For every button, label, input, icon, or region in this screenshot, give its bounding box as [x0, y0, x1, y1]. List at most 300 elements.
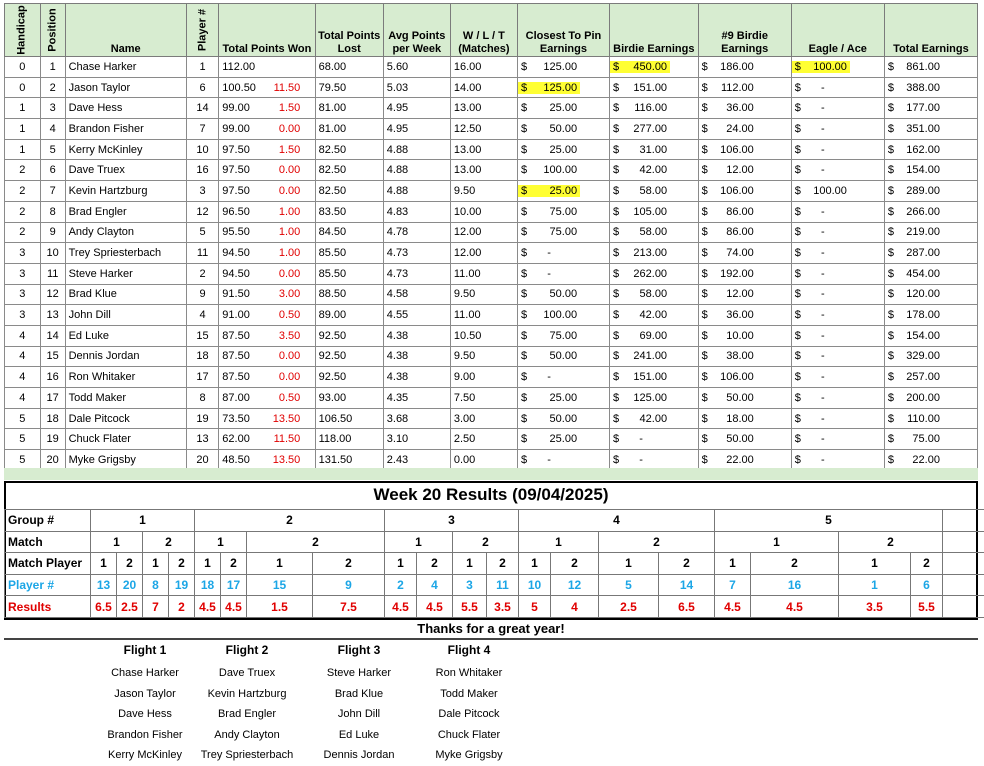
name-cell: Myke Grigsby — [65, 450, 186, 471]
handicap-cell: 4 — [5, 388, 41, 409]
currency-symbol: $ — [702, 350, 708, 362]
currency-symbol: $ — [702, 123, 708, 135]
total-earnings-cell — [884, 388, 977, 409]
points-won-cell — [219, 325, 315, 346]
currency-symbol: $ — [888, 330, 894, 342]
currency-symbol: $ — [702, 413, 708, 425]
points-won-delta: 1.00 — [266, 206, 300, 218]
handicap-cell: 1 — [5, 98, 41, 119]
amount: 22.00 — [898, 454, 940, 466]
total-earnings-cell — [884, 57, 977, 78]
birdie-earnings-cell — [609, 57, 698, 78]
currency-symbol: $ — [795, 309, 801, 321]
flight-player: Kerry McKinley — [80, 745, 210, 766]
match-player-value: 2 — [417, 553, 453, 575]
wlt-cell: 13.00 — [450, 139, 517, 160]
handicap-cell: 0 — [5, 57, 41, 78]
position-cell: 5 — [40, 139, 65, 160]
name-cell: Kevin Hartzburg — [65, 181, 186, 202]
table-row — [5, 181, 978, 202]
currency-symbol: $ — [521, 123, 527, 135]
currency-symbol: $ — [613, 413, 619, 425]
points-won-cell — [219, 119, 315, 140]
amount: 186.00 — [712, 61, 754, 73]
birdie-earnings-cell — [609, 305, 698, 326]
group-number: 3 — [385, 510, 519, 532]
ctp-earnings-value — [521, 392, 577, 404]
name-cell: Brad Engler — [65, 201, 186, 222]
eagle-earnings-cell — [791, 325, 884, 346]
currency-symbol: $ — [888, 144, 894, 156]
currency-symbol: $ — [613, 350, 619, 362]
points-won-value: 91.50 — [222, 288, 266, 300]
birdie-earnings-value — [613, 247, 667, 259]
amount: 86.00 — [712, 206, 754, 218]
amount: 50.00 — [531, 413, 577, 425]
nine-earnings-cell — [698, 284, 791, 305]
currency-symbol: $ — [521, 61, 527, 73]
nine-earnings-value — [702, 350, 754, 362]
currency-symbol: $ — [795, 102, 801, 114]
flight-player: Andy Clayton — [182, 725, 312, 746]
birdie-earnings-value — [613, 144, 667, 156]
amount: 25.00 — [531, 102, 577, 114]
eagle-earnings-cell — [791, 388, 884, 409]
total-earnings-value — [888, 144, 940, 156]
amount: - — [805, 392, 841, 404]
divider — [4, 638, 978, 640]
points-won-cell — [219, 408, 315, 429]
ctp-earnings-value — [521, 164, 577, 176]
birdie-earnings-value — [613, 330, 667, 342]
amount: 69.00 — [623, 330, 667, 342]
currency-symbol: $ — [795, 330, 801, 342]
amount: 106.00 — [712, 185, 754, 197]
position-cell: 11 — [40, 263, 65, 284]
eagle-earnings-value — [795, 268, 841, 280]
points-won-value: 99.00 — [222, 102, 266, 114]
currency-symbol: $ — [702, 185, 708, 197]
player-number-cell: 5 — [186, 222, 218, 243]
result-value: 4.5 — [751, 596, 839, 618]
result-value: 4.5 — [195, 596, 221, 618]
currency-symbol: $ — [795, 433, 801, 445]
points-won-delta: 13.50 — [266, 454, 300, 466]
points-won-delta: 0.00 — [266, 350, 300, 362]
ctp-earnings-cell — [517, 222, 609, 243]
header-total-points-won: Total Points Won — [219, 4, 315, 57]
amount: 75.00 — [898, 433, 940, 445]
player-number-row — [5, 574, 984, 596]
total-earnings-value — [888, 61, 940, 73]
amount: 351.00 — [898, 123, 940, 135]
points-lost-cell: 118.00 — [315, 429, 383, 450]
week-results-title: Week 20 Results (09/04/2025) — [4, 483, 978, 507]
result-value: 4.5 — [221, 596, 247, 618]
ctp-earnings-cell — [517, 201, 609, 222]
flight-column — [182, 642, 312, 766]
amount: 106.00 — [712, 371, 754, 383]
currency-symbol: $ — [521, 102, 527, 114]
table-row — [5, 346, 978, 367]
handicap-cell: 3 — [5, 305, 41, 326]
match-number: 2 — [599, 531, 715, 553]
match-number: 2 — [143, 531, 195, 553]
amount: 50.00 — [712, 392, 754, 404]
total-earnings-cell — [884, 139, 977, 160]
player-number-cell: 2 — [186, 263, 218, 284]
total-earnings-value — [888, 371, 940, 383]
flight-player: Todd Maker — [404, 684, 534, 705]
position-cell: 20 — [40, 450, 65, 471]
amount: 75.00 — [531, 206, 577, 218]
total-earnings-value — [888, 102, 940, 114]
flight-player: Steve Harker — [294, 663, 424, 684]
birdie-earnings-value — [613, 454, 659, 466]
avg-points-cell: 4.88 — [383, 181, 450, 202]
result-value: 1.5 — [247, 596, 313, 618]
nine-earnings-value — [702, 123, 754, 135]
table-row — [5, 263, 978, 284]
birdie-earnings-cell — [609, 181, 698, 202]
points-won-cell — [219, 263, 315, 284]
total-earnings-cell — [884, 346, 977, 367]
flight-player: Dennis Jordan — [294, 745, 424, 766]
amount: 58.00 — [623, 288, 667, 300]
points-won-value: 97.50 — [222, 164, 266, 176]
name-cell: Andy Clayton — [65, 222, 186, 243]
table-row — [5, 325, 978, 346]
currency-symbol: $ — [795, 247, 801, 259]
currency-symbol: $ — [795, 288, 801, 300]
birdie-earnings-cell — [609, 119, 698, 140]
nine-earnings-value — [702, 247, 754, 259]
player-number-value: 9 — [313, 574, 385, 596]
amount: - — [805, 144, 841, 156]
player-number-value: 15 — [247, 574, 313, 596]
ctp-earnings-cell — [517, 388, 609, 409]
flight-player: Dave Truex — [182, 663, 312, 684]
player-number-value: 3 — [453, 574, 487, 596]
nine-earnings-value — [702, 102, 754, 114]
eagle-earnings-value — [795, 144, 841, 156]
currency-symbol: $ — [521, 144, 527, 156]
standings-table — [4, 3, 978, 471]
amount: 151.00 — [623, 82, 667, 94]
position-cell: 6 — [40, 160, 65, 181]
result-value: 3.5 — [839, 596, 911, 618]
currency-symbol: $ — [702, 61, 708, 73]
player-number-cell: 6 — [186, 77, 218, 98]
currency-symbol: $ — [613, 392, 619, 404]
currency-symbol: $ — [702, 82, 708, 94]
points-won-value: 73.50 — [222, 413, 266, 425]
ctp-earnings-cell — [517, 243, 609, 264]
name-cell: Dennis Jordan — [65, 346, 186, 367]
amount: 262.00 — [623, 268, 667, 280]
total-earnings-cell — [884, 408, 977, 429]
amount: 50.00 — [531, 350, 577, 362]
amount: 154.00 — [898, 164, 940, 176]
currency-symbol: $ — [521, 206, 527, 218]
nine-earnings-value — [702, 309, 754, 321]
handicap-cell: 2 — [5, 201, 41, 222]
total-earnings-value — [888, 433, 940, 445]
points-lost-cell: 81.00 — [315, 98, 383, 119]
position-cell: 16 — [40, 367, 65, 388]
currency-symbol: $ — [521, 371, 527, 383]
amount: 110.00 — [898, 413, 940, 425]
eagle-earnings-cell — [791, 201, 884, 222]
total-earnings-value — [888, 309, 940, 321]
table-row — [5, 119, 978, 140]
amount: 50.00 — [531, 123, 577, 135]
eagle-earnings-value — [795, 82, 841, 94]
currency-symbol: $ — [888, 288, 894, 300]
name-cell: Trey Spriesterbach — [65, 243, 186, 264]
ctp-earnings-value — [521, 247, 567, 259]
nine-earnings-value — [702, 454, 754, 466]
points-won-delta: 1.50 — [266, 102, 300, 114]
amount: - — [805, 309, 841, 321]
match-player-value: 1 — [839, 553, 911, 575]
points-won-delta: 3.00 — [266, 288, 300, 300]
currency-symbol: $ — [521, 350, 527, 362]
match-row — [5, 531, 984, 553]
result-value: 7.5 — [313, 596, 385, 618]
currency-symbol: $ — [702, 268, 708, 280]
avg-points-cell: 4.38 — [383, 325, 450, 346]
currency-symbol: $ — [613, 102, 619, 114]
amount: 106.00 — [712, 144, 754, 156]
total-earnings-value — [888, 392, 940, 404]
currency-symbol: $ — [521, 82, 527, 94]
currency-symbol: $ — [702, 102, 708, 114]
ctp-earnings-value — [521, 309, 577, 321]
amount: - — [805, 102, 841, 114]
currency-symbol: $ — [521, 268, 527, 280]
birdie-earnings-value — [613, 102, 667, 114]
handicap-cell: 2 — [5, 160, 41, 181]
points-won-delta: 0.00 — [266, 371, 300, 383]
points-won-delta: 1.00 — [266, 226, 300, 238]
avg-points-cell: 4.83 — [383, 201, 450, 222]
flight-player: John Dill — [294, 704, 424, 725]
match-number: 1 — [91, 531, 143, 553]
currency-symbol: $ — [613, 309, 619, 321]
amount: 266.00 — [898, 206, 940, 218]
points-won-cell — [219, 388, 315, 409]
total-earnings-value — [888, 454, 940, 466]
amount: 12.00 — [712, 288, 754, 300]
currency-symbol: $ — [521, 164, 527, 176]
avg-points-cell: 4.88 — [383, 160, 450, 181]
currency-symbol: $ — [613, 247, 619, 259]
eagle-earnings-cell — [791, 346, 884, 367]
wlt-cell: 13.00 — [450, 98, 517, 119]
total-earnings-cell — [884, 429, 977, 450]
empty-cell — [943, 574, 984, 596]
ctp-earnings-cell — [517, 160, 609, 181]
result-value: 5.5 — [911, 596, 943, 618]
eagle-earnings-cell — [791, 119, 884, 140]
empty-cell — [943, 553, 984, 575]
currency-symbol: $ — [888, 433, 894, 445]
total-earnings-cell — [884, 201, 977, 222]
nine-earnings-cell — [698, 325, 791, 346]
points-won-delta: 1.50 — [266, 144, 300, 156]
nine-earnings-cell — [698, 119, 791, 140]
wlt-cell: 11.00 — [450, 305, 517, 326]
result-value: 3.5 — [487, 596, 519, 618]
nine-earnings-cell — [698, 388, 791, 409]
currency-symbol: $ — [888, 371, 894, 383]
points-won-value: 87.50 — [222, 330, 266, 342]
total-earnings-value — [888, 123, 940, 135]
table-row — [5, 139, 978, 160]
match-player-value: 1 — [715, 553, 751, 575]
currency-symbol: $ — [795, 123, 801, 135]
player-number-value: 13 — [91, 574, 117, 596]
eagle-earnings-value — [795, 164, 841, 176]
amount: 329.00 — [898, 350, 940, 362]
amount: - — [805, 433, 841, 445]
amount: 12.00 — [712, 164, 754, 176]
eagle-earnings-cell — [791, 408, 884, 429]
name-cell: Dave Truex — [65, 160, 186, 181]
points-lost-cell: 88.50 — [315, 284, 383, 305]
points-lost-cell: 131.50 — [315, 450, 383, 471]
nine-earnings-value — [702, 61, 754, 73]
total-earnings-cell — [884, 367, 977, 388]
player-number-value: 2 — [385, 574, 417, 596]
amount: - — [805, 82, 841, 94]
total-earnings-value — [888, 247, 940, 259]
position-cell: 8 — [40, 201, 65, 222]
amount: 50.00 — [531, 288, 577, 300]
eagle-earnings-value — [795, 247, 841, 259]
birdie-earnings-value — [613, 206, 667, 218]
ctp-earnings-cell — [517, 263, 609, 284]
position-cell: 19 — [40, 429, 65, 450]
eagle-earnings-cell — [791, 263, 884, 284]
points-lost-cell: 82.50 — [315, 181, 383, 202]
amount: - — [805, 371, 841, 383]
match-number: 2 — [839, 531, 943, 553]
player-number-cell: 7 — [186, 119, 218, 140]
total-earnings-cell — [884, 284, 977, 305]
match-number: 2 — [453, 531, 519, 553]
currency-symbol: $ — [702, 288, 708, 300]
currency-symbol: $ — [702, 226, 708, 238]
points-won-cell — [219, 346, 315, 367]
birdie-earnings-value — [613, 413, 667, 425]
amount: 450.00 — [623, 61, 667, 73]
wlt-cell: 2.50 — [450, 429, 517, 450]
currency-symbol: $ — [613, 206, 619, 218]
total-earnings-cell — [884, 263, 977, 284]
total-earnings-value — [888, 288, 940, 300]
name-cell: Brad Klue — [65, 284, 186, 305]
match-player-value: 1 — [519, 553, 551, 575]
amount: - — [531, 247, 567, 259]
table-row — [5, 367, 978, 388]
wlt-cell: 11.00 — [450, 263, 517, 284]
nine-earnings-value — [702, 226, 754, 238]
points-lost-cell: 89.00 — [315, 305, 383, 326]
amount: - — [805, 330, 841, 342]
flight-player: Dale Pitcock — [404, 704, 534, 725]
total-earnings-cell — [884, 222, 977, 243]
birdie-earnings-value — [610, 61, 670, 73]
points-won-value: 94.50 — [222, 268, 266, 280]
amount: 178.00 — [898, 309, 940, 321]
match-player-value: 1 — [599, 553, 659, 575]
flight-player: Dave Hess — [80, 704, 210, 725]
amount: 213.00 — [623, 247, 667, 259]
birdie-earnings-value — [613, 371, 667, 383]
nine-earnings-value — [702, 185, 754, 197]
points-lost-cell: 93.00 — [315, 388, 383, 409]
points-won-delta: 0.50 — [266, 309, 300, 321]
name-cell: Chase Harker — [65, 57, 186, 78]
birdie-earnings-cell — [609, 325, 698, 346]
group-number: 1 — [91, 510, 195, 532]
currency-symbol: $ — [888, 309, 894, 321]
result-value: 6.5 — [91, 596, 117, 618]
player-number-cell: 15 — [186, 325, 218, 346]
handicap-cell: 3 — [5, 263, 41, 284]
amount: 388.00 — [898, 82, 940, 94]
table-row — [5, 57, 978, 78]
points-won-cell — [219, 139, 315, 160]
avg-points-cell: 4.73 — [383, 263, 450, 284]
ctp-earnings-cell — [517, 181, 609, 202]
handicap-cell: 1 — [5, 119, 41, 140]
currency-symbol: $ — [888, 82, 894, 94]
ctp-earnings-cell — [517, 429, 609, 450]
ctp-earnings-cell — [517, 57, 609, 78]
currency-symbol: $ — [521, 226, 527, 238]
header-eagle-ace: Eagle / Ace — [791, 4, 884, 57]
match-player-value: 2 — [313, 553, 385, 575]
amount: 36.00 — [712, 309, 754, 321]
eagle-earnings-value — [795, 371, 841, 383]
amount: 75.00 — [531, 330, 577, 342]
points-won-cell — [219, 201, 315, 222]
birdie-earnings-cell — [609, 429, 698, 450]
player-number-value: 18 — [195, 574, 221, 596]
birdie-earnings-value — [613, 350, 667, 362]
currency-symbol: $ — [521, 454, 527, 466]
group-number: 4 — [519, 510, 715, 532]
handicap-cell: 3 — [5, 284, 41, 305]
birdie-earnings-value — [613, 392, 667, 404]
birdie-earnings-cell — [609, 388, 698, 409]
eagle-earnings-cell — [791, 367, 884, 388]
position-cell: 10 — [40, 243, 65, 264]
currency-symbol: $ — [888, 268, 894, 280]
amount: 241.00 — [623, 350, 667, 362]
total-earnings-value — [888, 350, 940, 362]
currency-symbol: $ — [521, 288, 527, 300]
match-number: 1 — [519, 531, 599, 553]
amount: - — [805, 206, 841, 218]
currency-symbol: $ — [888, 413, 894, 425]
table-row — [5, 222, 978, 243]
nine-earnings-cell — [698, 429, 791, 450]
points-won-value: 87.50 — [222, 371, 266, 383]
